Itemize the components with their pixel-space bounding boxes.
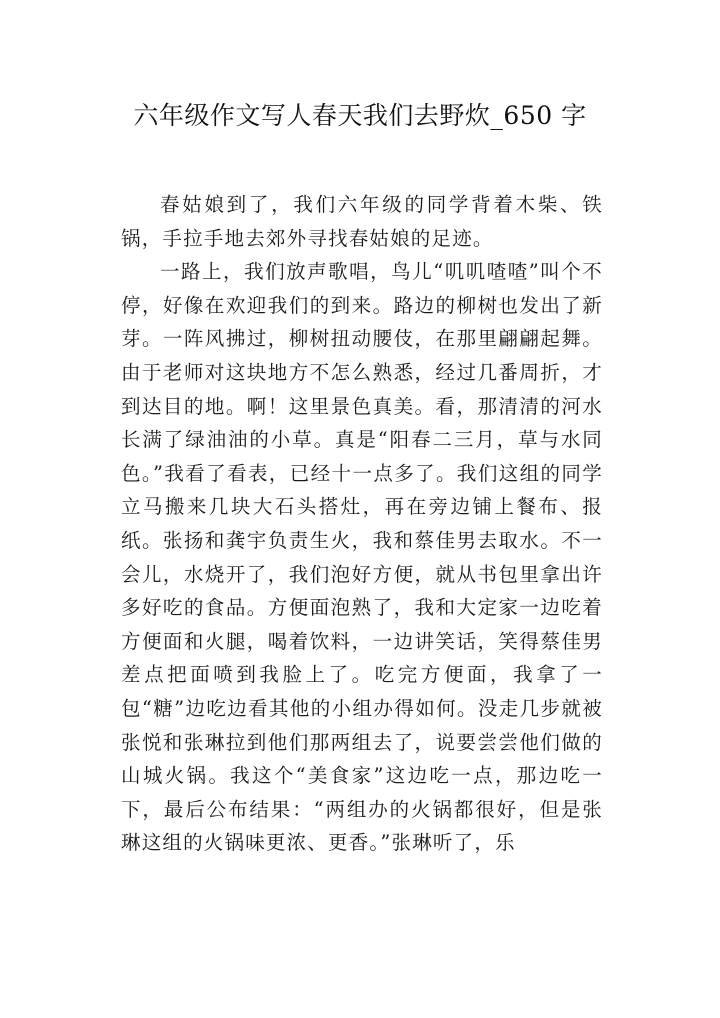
- document-title: 六年级作文写人春天我们去野炊_650 字: [133, 101, 587, 130]
- paragraph-2: 一路上，我们放声歌唱，鸟儿“叽叽喳喳”叫个不停，好像在欢迎我们的到来。路边的柳树也发出了新芽。一阵风拂过，柳树扭动腰伎，在那里翩翩起舞。由于老师对这块地方不怎么熟悉，经过几番周折，才到达目的地。啊！这里景色真美。看，那清清的河水长满了绿油油的小草。真是“阳春二三月，草与水同色。”我看了看表，已经十一点多了。我们这组的同学立马搬来几块大石头搭灶，再在旁边铺上餐布、报纸。张扬和龚宇负责生火，我和蔡佳男去取水。不一会儿，水烧开了，我们泡好方便，就从书包里拿出许多好吃的食品。方便面泡熟了，我和大定家一边吃着方便面和火腿，喝着饮料，一边讲笑话，笑得蔡佳男差点把面喷到我脸上了。吃完方便面，我拿了一包“糖”边吃边看其他的小组办得如何。没走几步就被张悦和张琳拉到他们那两组去了，说要尝尝他们做的山城火锅。我这个“美食家”这边吃一点，那边吃一下，最后公布结果：“两组办的火锅都很好，但是张琳这组的火锅味更浓、更香。”张琳听了，乐: [121, 260, 603, 855]
- paragraph-1: 春姑娘到了，我们六年级的同学背着木柴、铁锅，手拉手地去郊外寻找春姑娘的足迹。: [121, 193, 603, 250]
- document-body: [121, 188, 603, 860]
